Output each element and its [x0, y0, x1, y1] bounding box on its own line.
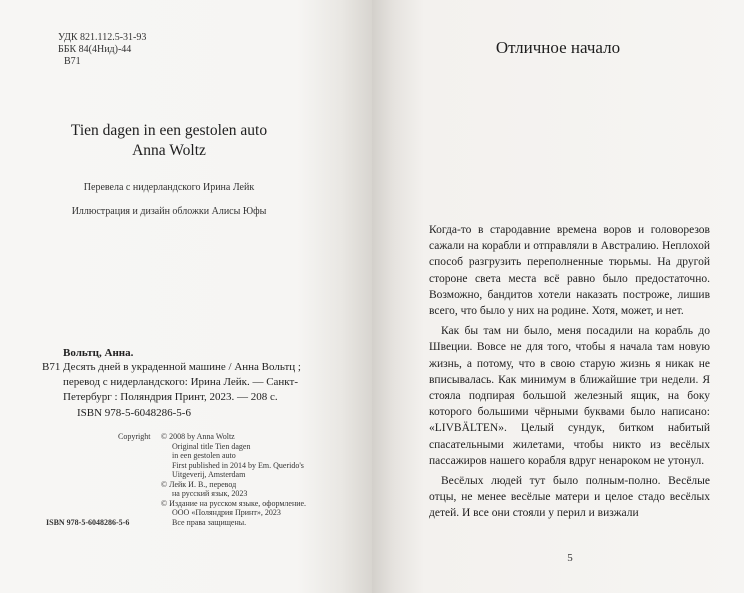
biblio-line-1: Десять дней в украденной машине / Анна Вольтц ; [63, 361, 301, 373]
copyright-line: © 2008 by Anna Woltz [161, 432, 235, 441]
bbk-code: ББК 84(4Нид)-44 [58, 44, 132, 55]
copyright-line: © Лейк И. В., перевод [161, 479, 237, 489]
copyright-line: ООО «Поляндрия Принт», 2023 [172, 508, 281, 517]
illustrator-credit: Иллюстрация и дизайн обложки Алисы Юфы [71, 206, 267, 217]
biblio-code: В71 [42, 361, 61, 373]
copyright-line: на русский язык, 2023 [172, 489, 248, 498]
author-sign: В71 [64, 56, 81, 67]
page-number: 5 [567, 552, 573, 564]
copyright-line: © Издание на русском языке, оформление. [161, 498, 307, 508]
biblio-isbn: ISBN 978-5-6048286-5-6 [77, 407, 191, 419]
copyright-label: Copyright [118, 432, 151, 441]
copyright-line: Uitgeverij, Amsterdam [172, 470, 246, 479]
original-title: Tien dagen in een gestolen auto [70, 122, 268, 139]
paragraph: Как бы там ни было, меня посадили на корабль до Швеции. Вовсе не для того, чтобы я начала там новую жизнь, а потому, что в свою старую жизнь я никак не вписывалась. Как минимум в ближайшие три недели. Я стояла подпирая большой железный ящик, на боку которого большими чёрными буквами было написано: «LIVBÄLTEN». Целый сундук, битком набитый спасательными жилетами, чтобы никто из весёлых пассажиров нашего корабля вдруг ненароком не утонул. [429, 325, 710, 467]
paragraph: Весёлых людей тут было полным-полно. Весёлые отцы, не менее весёлые матери и целое стадо весёлых детей. И все они стояли у перил и визжали [429, 475, 710, 520]
biblio-author: Вольтц, Анна. [63, 347, 134, 359]
paragraph: Когда-то в стародавние времена воров и головорезов сажали на корабли и отправляли в Австралию. Неплохой способ разгрузить переполненные тюрьмы. На другой стороне света места всё равно было предостаточно. Возможно, бандитов хотели наказать построже, лишив всего, что было у них на родине. Хотя, может, и нет. [429, 224, 710, 318]
chapter-body [429, 222, 710, 526]
copyright-line: in een gestolen auto [172, 451, 236, 460]
copyright-line: Все права защищены. [172, 517, 247, 527]
biblio-line-2: перевод с нидерландского: Ирина Лейк. — Санкт- [63, 376, 298, 388]
original-author: Anna Woltz [132, 142, 206, 159]
copyright-isbn: ISBN 978-5-6048286-5-6 [46, 517, 130, 527]
biblio-line-3: Петербург : Поляндрия Принт, 2023. — 208 с. [63, 391, 278, 403]
copyright-line: First published in 2014 by Em. Querido's [172, 460, 304, 470]
translator-credit: Перевела с нидерландского Ирина Лейк [83, 182, 255, 193]
copyright-line: Original title Tien dagen [172, 441, 251, 451]
chapter-title: Отличное начало [495, 38, 621, 57]
udc-code: УДК 821.112.5-31-93 [58, 32, 147, 43]
